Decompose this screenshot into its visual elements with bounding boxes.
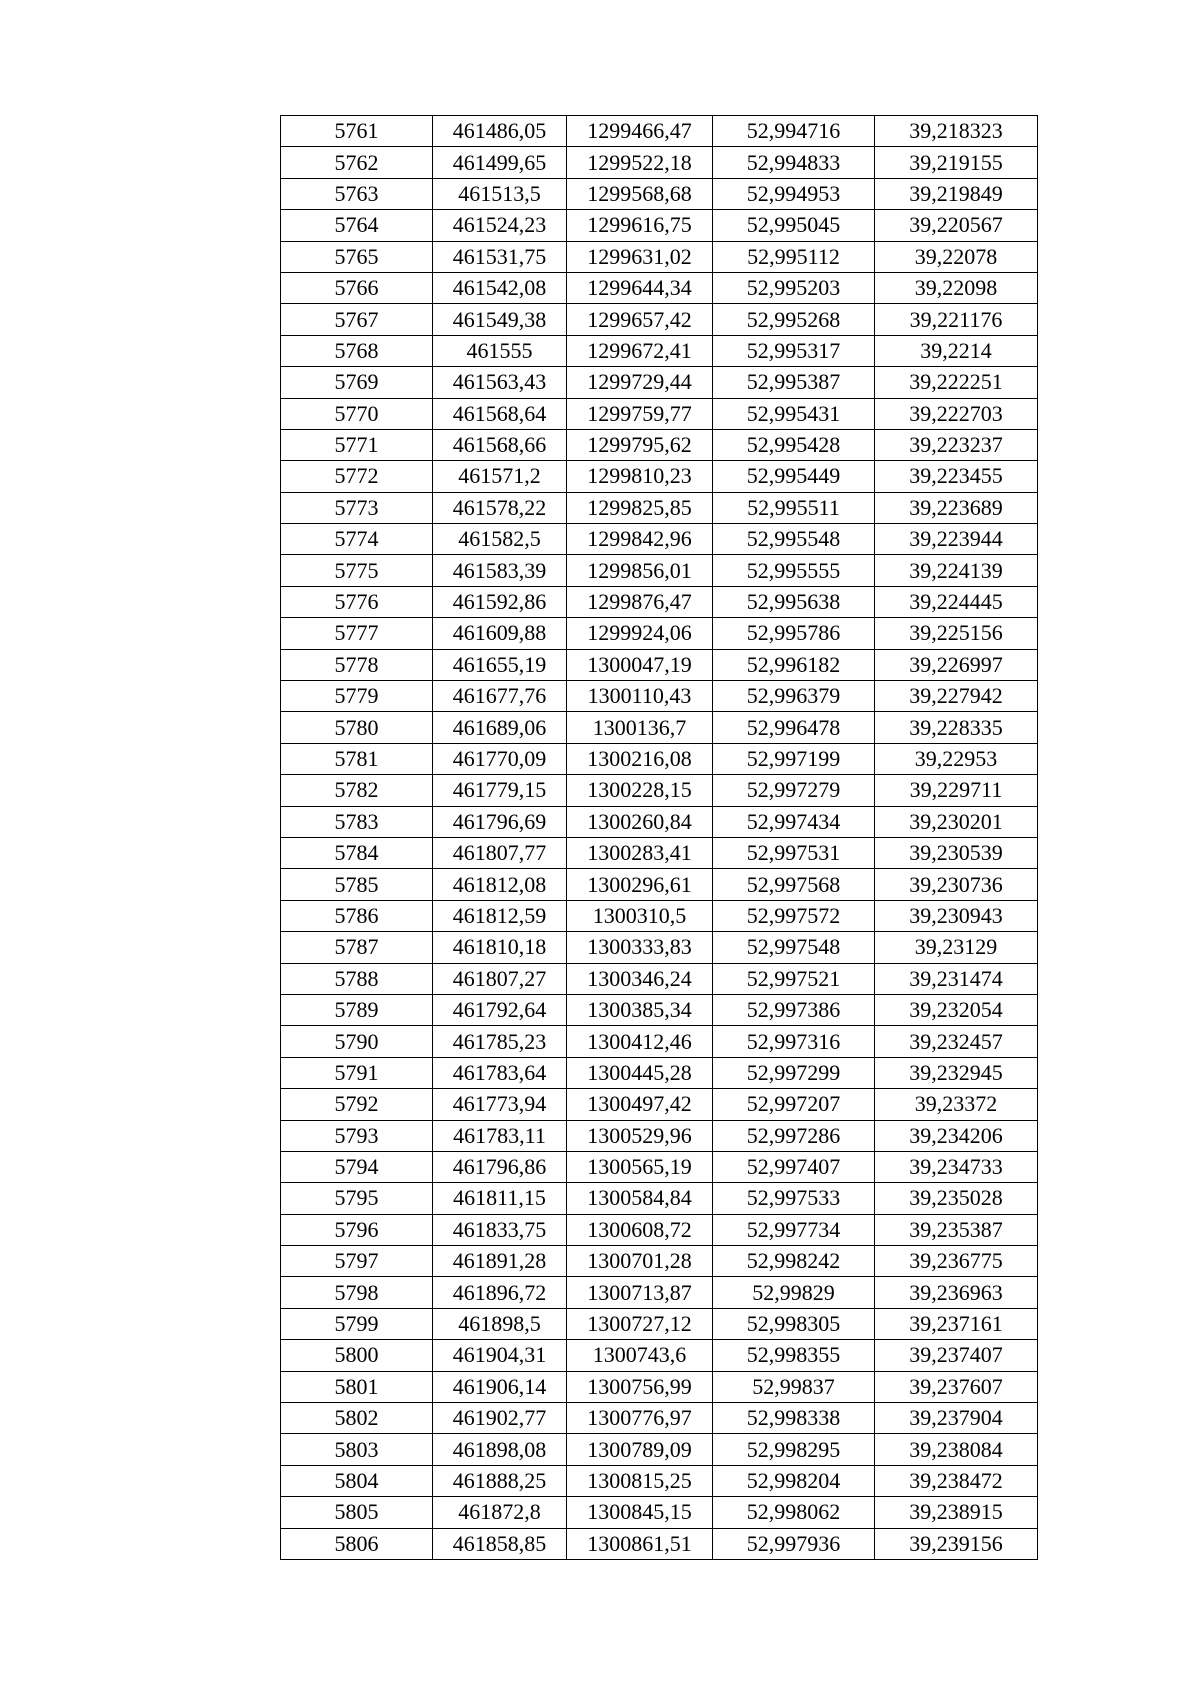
x-coordinate-cell: 461568,64 — [433, 398, 567, 429]
table-row — [281, 241, 1038, 272]
x-coordinate-cell: 461655,19 — [433, 649, 567, 680]
table-row — [281, 1308, 1038, 1339]
latitude-cell: 52,995387 — [713, 367, 875, 398]
x-coordinate-cell: 461592,86 — [433, 586, 567, 617]
longitude-cell: 39,227942 — [875, 681, 1038, 712]
table-row — [281, 932, 1038, 963]
x-coordinate-cell: 461555 — [433, 335, 567, 366]
table-row — [281, 1528, 1038, 1559]
longitude-cell: 39,238084 — [875, 1434, 1038, 1465]
latitude-cell: 52,995449 — [713, 461, 875, 492]
y-coordinate-cell: 1300310,5 — [567, 900, 713, 931]
point-number-cell: 5801 — [281, 1371, 433, 1402]
longitude-cell: 39,238915 — [875, 1497, 1038, 1528]
longitude-cell: 39,237407 — [875, 1340, 1038, 1371]
point-number-cell: 5782 — [281, 775, 433, 806]
longitude-cell: 39,228335 — [875, 712, 1038, 743]
latitude-cell: 52,995431 — [713, 398, 875, 429]
latitude-cell: 52,99837 — [713, 1371, 875, 1402]
point-number-cell: 5767 — [281, 304, 433, 335]
point-number-cell: 5805 — [281, 1497, 433, 1528]
latitude-cell: 52,994716 — [713, 116, 875, 147]
x-coordinate-cell: 461531,75 — [433, 241, 567, 272]
y-coordinate-cell: 1300385,34 — [567, 994, 713, 1025]
point-number-cell: 5779 — [281, 681, 433, 712]
x-coordinate-cell: 461486,05 — [433, 116, 567, 147]
latitude-cell: 52,997548 — [713, 932, 875, 963]
point-number-cell: 5793 — [281, 1120, 433, 1151]
latitude-cell: 52,995548 — [713, 524, 875, 555]
x-coordinate-cell: 461499,65 — [433, 147, 567, 178]
table-row — [281, 461, 1038, 492]
table-row — [281, 900, 1038, 931]
y-coordinate-cell: 1299795,62 — [567, 429, 713, 460]
longitude-cell: 39,236963 — [875, 1277, 1038, 1308]
latitude-cell: 52,997936 — [713, 1528, 875, 1559]
point-number-cell: 5769 — [281, 367, 433, 398]
point-number-cell: 5806 — [281, 1528, 433, 1559]
latitude-cell: 52,995045 — [713, 210, 875, 241]
longitude-cell: 39,230201 — [875, 806, 1038, 837]
y-coordinate-cell: 1299876,47 — [567, 586, 713, 617]
x-coordinate-cell: 461568,66 — [433, 429, 567, 460]
y-coordinate-cell: 1299631,02 — [567, 241, 713, 272]
point-number-cell: 5794 — [281, 1151, 433, 1182]
y-coordinate-cell: 1299568,68 — [567, 178, 713, 209]
x-coordinate-cell: 461571,2 — [433, 461, 567, 492]
x-coordinate-cell: 461796,69 — [433, 806, 567, 837]
table-row — [281, 116, 1038, 147]
latitude-cell: 52,997572 — [713, 900, 875, 931]
x-coordinate-cell: 461563,43 — [433, 367, 567, 398]
latitude-cell: 52,997279 — [713, 775, 875, 806]
table-row — [281, 1246, 1038, 1277]
x-coordinate-cell: 461807,27 — [433, 963, 567, 994]
longitude-cell: 39,235028 — [875, 1183, 1038, 1214]
y-coordinate-cell: 1300713,87 — [567, 1277, 713, 1308]
longitude-cell: 39,232945 — [875, 1057, 1038, 1088]
longitude-cell: 39,221176 — [875, 304, 1038, 335]
table-row — [281, 429, 1038, 460]
point-number-cell: 5765 — [281, 241, 433, 272]
longitude-cell: 39,229711 — [875, 775, 1038, 806]
x-coordinate-cell: 461906,14 — [433, 1371, 567, 1402]
x-coordinate-cell: 461833,75 — [433, 1214, 567, 1245]
point-number-cell: 5780 — [281, 712, 433, 743]
y-coordinate-cell: 1300727,12 — [567, 1308, 713, 1339]
x-coordinate-cell: 461524,23 — [433, 210, 567, 241]
table-row — [281, 524, 1038, 555]
y-coordinate-cell: 1300333,83 — [567, 932, 713, 963]
table-row — [281, 335, 1038, 366]
longitude-cell: 39,220567 — [875, 210, 1038, 241]
y-coordinate-cell: 1299644,34 — [567, 272, 713, 303]
y-coordinate-cell: 1299842,96 — [567, 524, 713, 555]
y-coordinate-cell: 1300497,42 — [567, 1089, 713, 1120]
point-number-cell: 5764 — [281, 210, 433, 241]
latitude-cell: 52,996379 — [713, 681, 875, 712]
point-number-cell: 5792 — [281, 1089, 433, 1120]
point-number-cell: 5781 — [281, 743, 433, 774]
table-row — [281, 1183, 1038, 1214]
x-coordinate-cell: 461812,08 — [433, 869, 567, 900]
point-number-cell: 5787 — [281, 932, 433, 963]
y-coordinate-cell: 1300608,72 — [567, 1214, 713, 1245]
longitude-cell: 39,222703 — [875, 398, 1038, 429]
longitude-cell: 39,237904 — [875, 1403, 1038, 1434]
point-number-cell: 5763 — [281, 178, 433, 209]
x-coordinate-cell: 461898,08 — [433, 1434, 567, 1465]
longitude-cell: 39,231474 — [875, 963, 1038, 994]
latitude-cell: 52,998204 — [713, 1465, 875, 1496]
table-row — [281, 367, 1038, 398]
point-number-cell: 5786 — [281, 900, 433, 931]
x-coordinate-cell: 461796,86 — [433, 1151, 567, 1182]
x-coordinate-cell: 461689,06 — [433, 712, 567, 743]
latitude-cell: 52,995203 — [713, 272, 875, 303]
table-row — [281, 210, 1038, 241]
table-row — [281, 806, 1038, 837]
longitude-cell: 39,230943 — [875, 900, 1038, 931]
table-row — [281, 178, 1038, 209]
y-coordinate-cell: 1300412,46 — [567, 1026, 713, 1057]
x-coordinate-cell: 461902,77 — [433, 1403, 567, 1434]
latitude-cell: 52,996478 — [713, 712, 875, 743]
latitude-cell: 52,998305 — [713, 1308, 875, 1339]
x-coordinate-cell: 461770,09 — [433, 743, 567, 774]
longitude-cell: 39,223689 — [875, 492, 1038, 523]
longitude-cell: 39,219849 — [875, 178, 1038, 209]
y-coordinate-cell: 1300110,43 — [567, 681, 713, 712]
point-number-cell: 5804 — [281, 1465, 433, 1496]
x-coordinate-cell: 461779,15 — [433, 775, 567, 806]
table-row — [281, 1214, 1038, 1245]
longitude-cell: 39,234733 — [875, 1151, 1038, 1182]
latitude-cell: 52,995511 — [713, 492, 875, 523]
point-number-cell: 5771 — [281, 429, 433, 460]
latitude-cell: 52,996182 — [713, 649, 875, 680]
point-number-cell: 5797 — [281, 1246, 433, 1277]
point-number-cell: 5773 — [281, 492, 433, 523]
longitude-cell: 39,239156 — [875, 1528, 1038, 1559]
latitude-cell: 52,998295 — [713, 1434, 875, 1465]
longitude-cell: 39,2214 — [875, 335, 1038, 366]
x-coordinate-cell: 461582,5 — [433, 524, 567, 555]
table-row — [281, 775, 1038, 806]
longitude-cell: 39,23372 — [875, 1089, 1038, 1120]
longitude-cell: 39,219155 — [875, 147, 1038, 178]
point-number-cell: 5775 — [281, 555, 433, 586]
table-row — [281, 1434, 1038, 1465]
latitude-cell: 52,997434 — [713, 806, 875, 837]
longitude-cell: 39,238472 — [875, 1465, 1038, 1496]
x-coordinate-cell: 461858,85 — [433, 1528, 567, 1559]
point-number-cell: 5778 — [281, 649, 433, 680]
longitude-cell: 39,232457 — [875, 1026, 1038, 1057]
x-coordinate-cell: 461891,28 — [433, 1246, 567, 1277]
longitude-cell: 39,23129 — [875, 932, 1038, 963]
table-row — [281, 147, 1038, 178]
y-coordinate-cell: 1300529,96 — [567, 1120, 713, 1151]
table-row — [281, 586, 1038, 617]
y-coordinate-cell: 1300283,41 — [567, 837, 713, 868]
y-coordinate-cell: 1300815,25 — [567, 1465, 713, 1496]
point-number-cell: 5776 — [281, 586, 433, 617]
y-coordinate-cell: 1299924,06 — [567, 618, 713, 649]
longitude-cell: 39,222251 — [875, 367, 1038, 398]
longitude-cell: 39,234206 — [875, 1120, 1038, 1151]
x-coordinate-cell: 461542,08 — [433, 272, 567, 303]
point-number-cell: 5796 — [281, 1214, 433, 1245]
x-coordinate-cell: 461773,94 — [433, 1089, 567, 1120]
table-row — [281, 712, 1038, 743]
x-coordinate-cell: 461792,64 — [433, 994, 567, 1025]
y-coordinate-cell: 1299856,01 — [567, 555, 713, 586]
y-coordinate-cell: 1299657,42 — [567, 304, 713, 335]
table-row — [281, 272, 1038, 303]
table-row — [281, 743, 1038, 774]
longitude-cell: 39,223455 — [875, 461, 1038, 492]
point-number-cell: 5770 — [281, 398, 433, 429]
longitude-cell: 39,230539 — [875, 837, 1038, 868]
latitude-cell: 52,998242 — [713, 1246, 875, 1277]
y-coordinate-cell: 1299672,41 — [567, 335, 713, 366]
point-number-cell: 5788 — [281, 963, 433, 994]
longitude-cell: 39,226997 — [875, 649, 1038, 680]
x-coordinate-cell: 461785,23 — [433, 1026, 567, 1057]
point-number-cell: 5795 — [281, 1183, 433, 1214]
latitude-cell: 52,997299 — [713, 1057, 875, 1088]
x-coordinate-cell: 461583,39 — [433, 555, 567, 586]
latitude-cell: 52,998338 — [713, 1403, 875, 1434]
longitude-cell: 39,22953 — [875, 743, 1038, 774]
longitude-cell: 39,22078 — [875, 241, 1038, 272]
x-coordinate-cell: 461783,64 — [433, 1057, 567, 1088]
table-row — [281, 1089, 1038, 1120]
point-number-cell: 5774 — [281, 524, 433, 555]
table-row — [281, 1277, 1038, 1308]
x-coordinate-cell: 461677,76 — [433, 681, 567, 712]
longitude-cell: 39,223237 — [875, 429, 1038, 460]
y-coordinate-cell: 1300861,51 — [567, 1528, 713, 1559]
longitude-cell: 39,235387 — [875, 1214, 1038, 1245]
x-coordinate-cell: 461812,59 — [433, 900, 567, 931]
latitude-cell: 52,99829 — [713, 1277, 875, 1308]
y-coordinate-cell: 1299759,77 — [567, 398, 713, 429]
table-row — [281, 398, 1038, 429]
y-coordinate-cell: 1300346,24 — [567, 963, 713, 994]
coordinates-table-body — [281, 116, 1038, 1560]
longitude-cell: 39,232054 — [875, 994, 1038, 1025]
x-coordinate-cell: 461872,8 — [433, 1497, 567, 1528]
point-number-cell: 5766 — [281, 272, 433, 303]
longitude-cell: 39,225156 — [875, 618, 1038, 649]
table-row — [281, 963, 1038, 994]
x-coordinate-cell: 461810,18 — [433, 932, 567, 963]
x-coordinate-cell: 461904,31 — [433, 1340, 567, 1371]
table-row — [281, 1371, 1038, 1402]
y-coordinate-cell: 1300789,09 — [567, 1434, 713, 1465]
x-coordinate-cell: 461888,25 — [433, 1465, 567, 1496]
latitude-cell: 52,997316 — [713, 1026, 875, 1057]
table-row — [281, 837, 1038, 868]
point-number-cell: 5761 — [281, 116, 433, 147]
longitude-cell: 39,223944 — [875, 524, 1038, 555]
longitude-cell: 39,224445 — [875, 586, 1038, 617]
table-row — [281, 618, 1038, 649]
latitude-cell: 52,997521 — [713, 963, 875, 994]
point-number-cell: 5785 — [281, 869, 433, 900]
point-number-cell: 5789 — [281, 994, 433, 1025]
latitude-cell: 52,997734 — [713, 1214, 875, 1245]
point-number-cell: 5803 — [281, 1434, 433, 1465]
longitude-cell: 39,224139 — [875, 555, 1038, 586]
y-coordinate-cell: 1300260,84 — [567, 806, 713, 837]
y-coordinate-cell: 1300445,28 — [567, 1057, 713, 1088]
longitude-cell: 39,218323 — [875, 116, 1038, 147]
longitude-cell: 39,237161 — [875, 1308, 1038, 1339]
y-coordinate-cell: 1300047,19 — [567, 649, 713, 680]
point-number-cell: 5791 — [281, 1057, 433, 1088]
x-coordinate-cell: 461578,22 — [433, 492, 567, 523]
coordinates-table — [280, 115, 1038, 1560]
latitude-cell: 52,997533 — [713, 1183, 875, 1214]
x-coordinate-cell: 461513,5 — [433, 178, 567, 209]
y-coordinate-cell: 1300216,08 — [567, 743, 713, 774]
latitude-cell: 52,997568 — [713, 869, 875, 900]
point-number-cell: 5800 — [281, 1340, 433, 1371]
y-coordinate-cell: 1299729,44 — [567, 367, 713, 398]
y-coordinate-cell: 1299616,75 — [567, 210, 713, 241]
latitude-cell: 52,995112 — [713, 241, 875, 272]
table-row — [281, 681, 1038, 712]
latitude-cell: 52,995428 — [713, 429, 875, 460]
y-coordinate-cell: 1300776,97 — [567, 1403, 713, 1434]
table-row — [281, 994, 1038, 1025]
y-coordinate-cell: 1300584,84 — [567, 1183, 713, 1214]
latitude-cell: 52,997286 — [713, 1120, 875, 1151]
y-coordinate-cell: 1299810,23 — [567, 461, 713, 492]
point-number-cell: 5772 — [281, 461, 433, 492]
table-row — [281, 1057, 1038, 1088]
x-coordinate-cell: 461609,88 — [433, 618, 567, 649]
table-row — [281, 492, 1038, 523]
x-coordinate-cell: 461811,15 — [433, 1183, 567, 1214]
table-row — [281, 1026, 1038, 1057]
y-coordinate-cell: 1300228,15 — [567, 775, 713, 806]
table-row — [281, 1151, 1038, 1182]
y-coordinate-cell: 1300756,99 — [567, 1371, 713, 1402]
latitude-cell: 52,997386 — [713, 994, 875, 1025]
x-coordinate-cell: 461898,5 — [433, 1308, 567, 1339]
y-coordinate-cell: 1299466,47 — [567, 116, 713, 147]
x-coordinate-cell: 461549,38 — [433, 304, 567, 335]
y-coordinate-cell: 1300701,28 — [567, 1246, 713, 1277]
table-row — [281, 1497, 1038, 1528]
latitude-cell: 52,998355 — [713, 1340, 875, 1371]
latitude-cell: 52,995786 — [713, 618, 875, 649]
y-coordinate-cell: 1300565,19 — [567, 1151, 713, 1182]
latitude-cell: 52,997199 — [713, 743, 875, 774]
longitude-cell: 39,237607 — [875, 1371, 1038, 1402]
latitude-cell: 52,995638 — [713, 586, 875, 617]
point-number-cell: 5784 — [281, 837, 433, 868]
point-number-cell: 5783 — [281, 806, 433, 837]
point-number-cell: 5777 — [281, 618, 433, 649]
latitude-cell: 52,995555 — [713, 555, 875, 586]
latitude-cell: 52,997407 — [713, 1151, 875, 1182]
latitude-cell: 52,995317 — [713, 335, 875, 366]
latitude-cell: 52,994833 — [713, 147, 875, 178]
point-number-cell: 5798 — [281, 1277, 433, 1308]
point-number-cell: 5762 — [281, 147, 433, 178]
y-coordinate-cell: 1299825,85 — [567, 492, 713, 523]
table-row — [281, 1465, 1038, 1496]
table-row — [281, 1403, 1038, 1434]
longitude-cell: 39,236775 — [875, 1246, 1038, 1277]
point-number-cell: 5790 — [281, 1026, 433, 1057]
y-coordinate-cell: 1300743,6 — [567, 1340, 713, 1371]
table-row — [281, 1340, 1038, 1371]
table-row — [281, 869, 1038, 900]
table-row — [281, 555, 1038, 586]
point-number-cell: 5768 — [281, 335, 433, 366]
x-coordinate-cell: 461783,11 — [433, 1120, 567, 1151]
x-coordinate-cell: 461896,72 — [433, 1277, 567, 1308]
longitude-cell: 39,22098 — [875, 272, 1038, 303]
latitude-cell: 52,994953 — [713, 178, 875, 209]
table-row — [281, 649, 1038, 680]
latitude-cell: 52,997531 — [713, 837, 875, 868]
longitude-cell: 39,230736 — [875, 869, 1038, 900]
table-row — [281, 1120, 1038, 1151]
latitude-cell: 52,997207 — [713, 1089, 875, 1120]
y-coordinate-cell: 1300845,15 — [567, 1497, 713, 1528]
point-number-cell: 5802 — [281, 1403, 433, 1434]
point-number-cell: 5799 — [281, 1308, 433, 1339]
x-coordinate-cell: 461807,77 — [433, 837, 567, 868]
latitude-cell: 52,998062 — [713, 1497, 875, 1528]
y-coordinate-cell: 1300296,61 — [567, 869, 713, 900]
latitude-cell: 52,995268 — [713, 304, 875, 335]
table-row — [281, 304, 1038, 335]
y-coordinate-cell: 1299522,18 — [567, 147, 713, 178]
y-coordinate-cell: 1300136,7 — [567, 712, 713, 743]
